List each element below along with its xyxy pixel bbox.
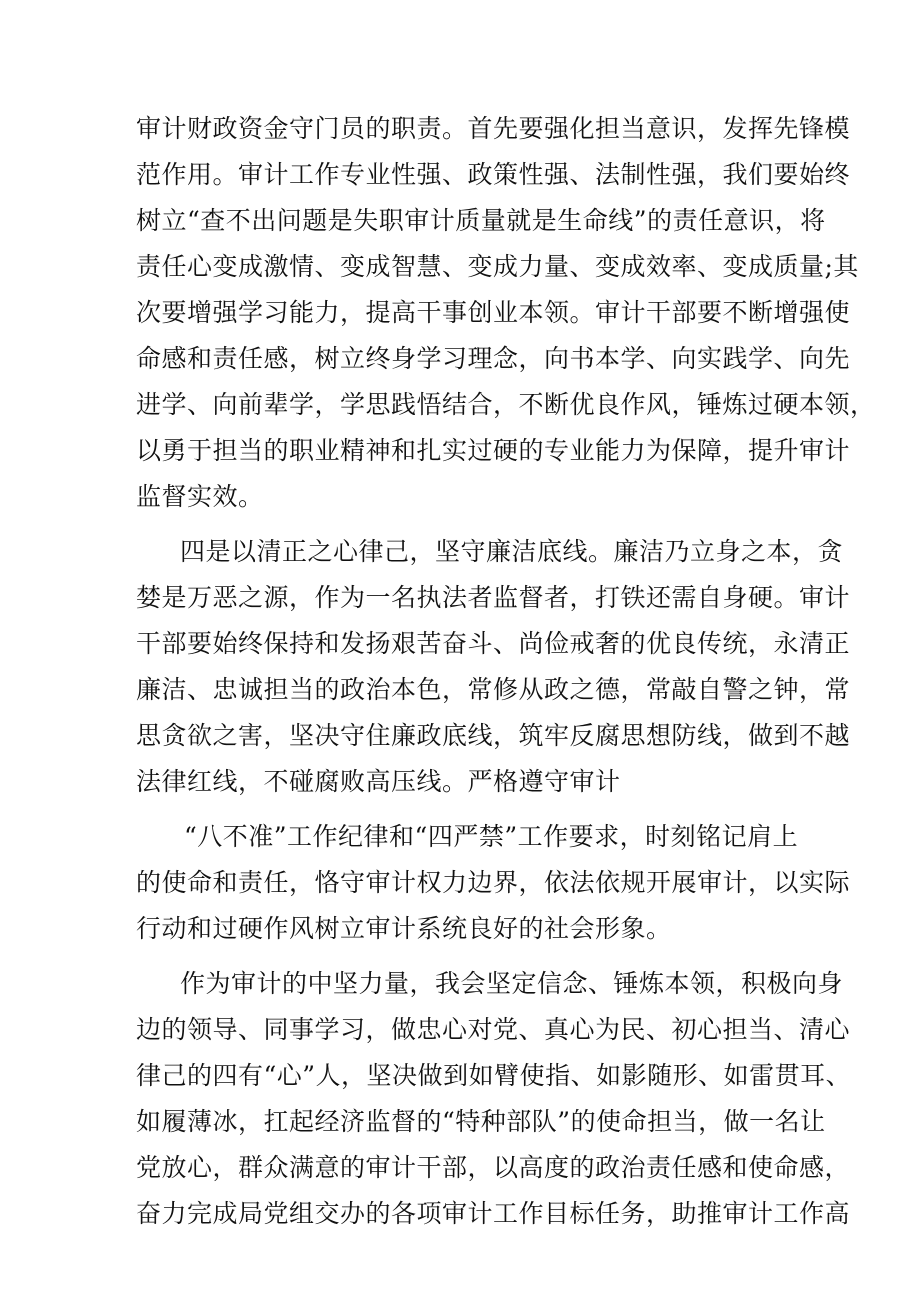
text-line: 进学、向前辈学，学思践悟结合，不断优良作风，锤炼过硬本领， (136, 390, 876, 419)
paragraph-gap (136, 520, 796, 529)
paragraph-gap (136, 952, 796, 961)
text-line: 廉洁、忠诚担当的政治本色，常修从政之德，常敲自警之钟，常 (136, 675, 851, 704)
paragraph-4 (136, 961, 852, 1237)
text-line: 范作用。审计工作专业性强、政策性强、法制性强，我们要始终 (136, 160, 851, 189)
text-line: 婪是万恶之源，作为一名执法者监督者，打铁还需自身硬。审计 (136, 583, 851, 612)
text-line: 干部要始终保持和发扬艰苦奋斗、尚俭戒奢的优良传统，永清正 (136, 629, 851, 658)
text-line: 以勇于担当的职业精神和扎实过硬的专业能力为保障，提升审计 (136, 436, 851, 465)
paragraph-2 (136, 529, 851, 805)
text-line: 监督实效。 (136, 482, 264, 511)
text-line: 审计财政资金守门员的职责。首先要强化担当意识，发挥先锋模 (136, 114, 851, 143)
text-line: 次要增强学习能力，提高干事创业本领。审计干部要不断增强使 (136, 298, 851, 327)
text-line: 法律红线，不碰腐败高压线。严格遵守审计 (136, 767, 621, 796)
paragraph-1 (136, 106, 876, 520)
text-line: 思贪欲之害，坚决守住廉政底线，筑牢反腐思想防线，做到不越 (136, 721, 851, 750)
text-line: 奋力完成局党组交办的各项审计工作目标任务，助推审计工作高 (136, 1199, 851, 1228)
text-line: 作为审计的中坚力量，我会坚定信念、锤炼本领，积极向身 (180, 969, 844, 998)
text-line: 边的领导、同事学习，做忠心对党、真心为民、初心担当、清心 (136, 1015, 851, 1044)
paragraph-gap (136, 805, 796, 814)
document-body (136, 106, 876, 1237)
text-line: 的使命和责任，恪守审计权力边界，依法依规开展审计，以实际 (136, 868, 851, 897)
text-line: 如履薄冰，扛起经济监督的“特种部队”的使命担当，做一名让 (136, 1107, 826, 1136)
text-line: 命感和责任感，树立终身学习理念，向书本学、向实践学、向先 (136, 344, 851, 373)
paragraph-3 (136, 814, 851, 952)
text-line: 树立“查不出问题是失职审计质量就是生命线”的责任意识，将 (136, 206, 826, 235)
text-line: 党放心，群众满意的审计干部，以高度的政治责任感和使命感， (136, 1153, 851, 1182)
text-line: 四是以清正之心律己，坚守廉洁底线。廉洁乃立身之本，贪 (180, 537, 844, 566)
text-line: 责任心变成激情、变成智慧、变成力量、变成效率、变成质量;其 (136, 252, 859, 281)
text-line: 律己的四有“心”人，坚决做到如臂使指、如影随形、如雷贯耳、 (136, 1061, 852, 1090)
text-line: 行动和过硬作风树立审计系统良好的社会形象。 (136, 914, 672, 943)
text-line: “八不准”工作纪律和“四严禁”工作要求，时刻铭记肩上 (184, 822, 799, 851)
